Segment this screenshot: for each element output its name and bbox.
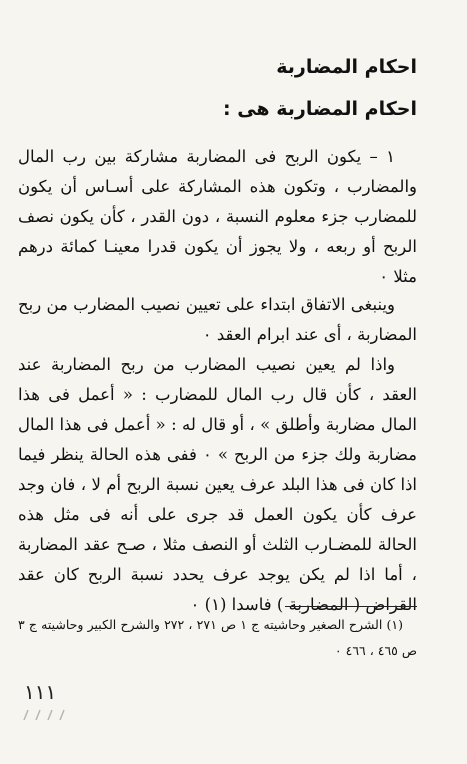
scan-artifact-mark — [20, 706, 72, 724]
paragraph-2: وينبغى الاتفاق ابتداء على تعيين نصيب المضارب من ربح المضاربة ، أى عند ابرام العقد ٠ — [18, 295, 417, 344]
section-subtitle: احكام المضاربة هى : — [223, 98, 417, 120]
paragraph-1: ١ – يكون الربح فى المضاربة مشاركة بين رب المال والمضارب ، وتكون هذه المشاركة على أسـاس أن يكون للمضارب جزء معلوم النسبة ، دون القدر ، كأن يكون نصف الربح أو ربعه ، ولا يجوز أن يكون قدرا معينـا كمائة درهم مثلا ٠ — [18, 147, 417, 286]
page-number: ١١١ — [24, 680, 57, 704]
footnote: (١) الشرح الصغير وحاشيته ج ١ ص ٢٧١ ، ٢٧٢ والشرح الكبير وحاشيته ج ٣ ص ٤٦٥ ، ٤٦٦ ٠ — [18, 617, 417, 658]
section-title: احكام المضاربة — [276, 56, 417, 78]
paragraph-3: واذا لم يعين نصيب المضارب من ربح المضاربة عند العقد ، كأن قال رب المال للمضارب : « أعمل فى هذا المال مضاربة وأطلق » ، أو قال له : « أعمل فى هذا المال مضاربة ولك جزء من الربح » ٠ ففى هذه الحالة ينظر فيما اذا كان فى هذا البلد عرف يعين نسبة الربح أم لا ، فان وجد عرف كأن يكون العمل قد جرى على أنه فى مثل هذه الحالة للمضـارب الثلث أو النصف مثلا ، صـح عقد المضاربة ، أما اذا لم يكن يوجد عرف يحدد نسبة الربح كان عقد القراض ( المضاربة ) فاسدا (١) ٠ — [18, 355, 417, 614]
footnote-separator — [285, 606, 417, 607]
